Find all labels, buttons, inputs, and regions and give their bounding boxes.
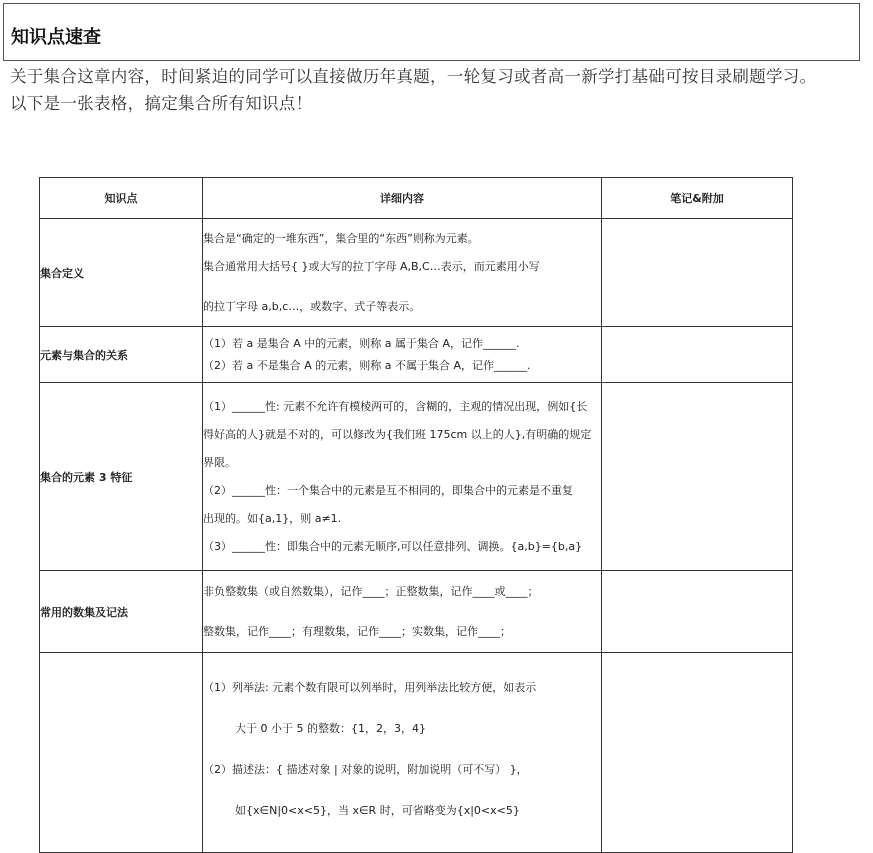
table-row <box>40 571 793 653</box>
column-header-notes: 笔记&附加 <box>602 178 793 219</box>
table-row <box>40 383 793 571</box>
title-box <box>3 3 860 61</box>
table-row <box>40 653 793 853</box>
page-title: 知识点速查 <box>11 27 101 48</box>
detail-line: （2）若 a 不是集合 A 的元素，则称 a 不属于集合 A，记作______. <box>203 358 531 372</box>
detail-line: 得好高的人}就是不对的，可以修改为{我们班 175cm 以上的人},有明确的规定 <box>203 427 592 441</box>
row-topic <box>40 653 203 853</box>
knowledge-table <box>39 177 793 853</box>
column-header-topic: 知识点 <box>40 178 203 219</box>
row-topic: 集合的元素 3 特征 <box>40 383 203 571</box>
row-topic: 集合定义 <box>40 219 203 327</box>
table-row <box>40 327 793 383</box>
row-notes <box>602 571 793 653</box>
row-topic: 元素与集合的关系 <box>40 327 203 383</box>
table-header-row <box>40 178 793 219</box>
intro-text <box>10 64 865 116</box>
row-detail <box>203 327 602 383</box>
intro-line-2: 以下是一张表格，搞定集合所有知识点！ <box>10 94 313 113</box>
detail-line: （3）______性：即集合中的元素无顺序,可以任意排列、调换。{a,b}={b,a} <box>203 539 583 553</box>
detail-line: 集合通常用大括号{ }或大写的拉丁字母 A,B,C…表示，而元素用小写 <box>203 259 540 273</box>
detail-line: 界限。 <box>203 455 236 469</box>
detail-line: 出现的。如{a,1}，则 a≠1. <box>203 511 342 525</box>
detail-line: （2）描述法：{ 描述对象 | 对象的说明，附加说明（可不写） }， <box>203 763 528 776</box>
row-notes <box>602 653 793 853</box>
detail-line: （1）若 a 是集合 A 中的元素，则称 a 属于集合 A，记作______. <box>203 336 520 350</box>
row-notes <box>602 327 793 383</box>
row-detail <box>203 571 602 653</box>
row-detail <box>203 219 602 327</box>
detail-line: （2）______性：一个集合中的元素是互不相同的，即集合中的元素是不重复 <box>203 483 573 497</box>
detail-line: 大于 0 小于 5 的整数：{1，2，3，4} <box>235 722 426 735</box>
table-row <box>40 219 793 327</box>
detail-line: 非负整数集（或自然数集），记作____；正整数集，记作____或____； <box>203 584 539 598</box>
detail-line: 的拉丁字母 a,b,c…，或数字、式子等表示。 <box>203 299 421 313</box>
row-detail <box>203 383 602 571</box>
row-detail <box>203 653 602 853</box>
row-notes <box>602 383 793 571</box>
detail-line: 集合是“确定的一堆东西”，集合里的“东西”则称为元素。 <box>203 231 479 245</box>
detail-line: 整数集，记作____；有理数集，记作____；实数集，记作____； <box>203 624 511 638</box>
detail-line: （1）列举法: 元素个数有限可以列举时，用列举法比较方便，如表示 <box>203 681 537 694</box>
detail-line: （1）______性: 元素不允许有模棱两可的，含糊的，主观的情况出现，例如{长 <box>203 399 588 413</box>
row-topic: 常用的数集及记法 <box>40 571 203 653</box>
row-notes <box>602 219 793 327</box>
detail-line: 如{x∈N|0<x<5}，当 x∈R 时，可省略变为{x|0<x<5} <box>235 804 520 817</box>
column-header-detail: 详细内容 <box>203 178 602 219</box>
intro-line-1: 关于集合这章内容，时间紧迫的同学可以直接做历年真题，一轮复习或者高一新学打基础可按目录刷题学习。 <box>10 67 817 86</box>
